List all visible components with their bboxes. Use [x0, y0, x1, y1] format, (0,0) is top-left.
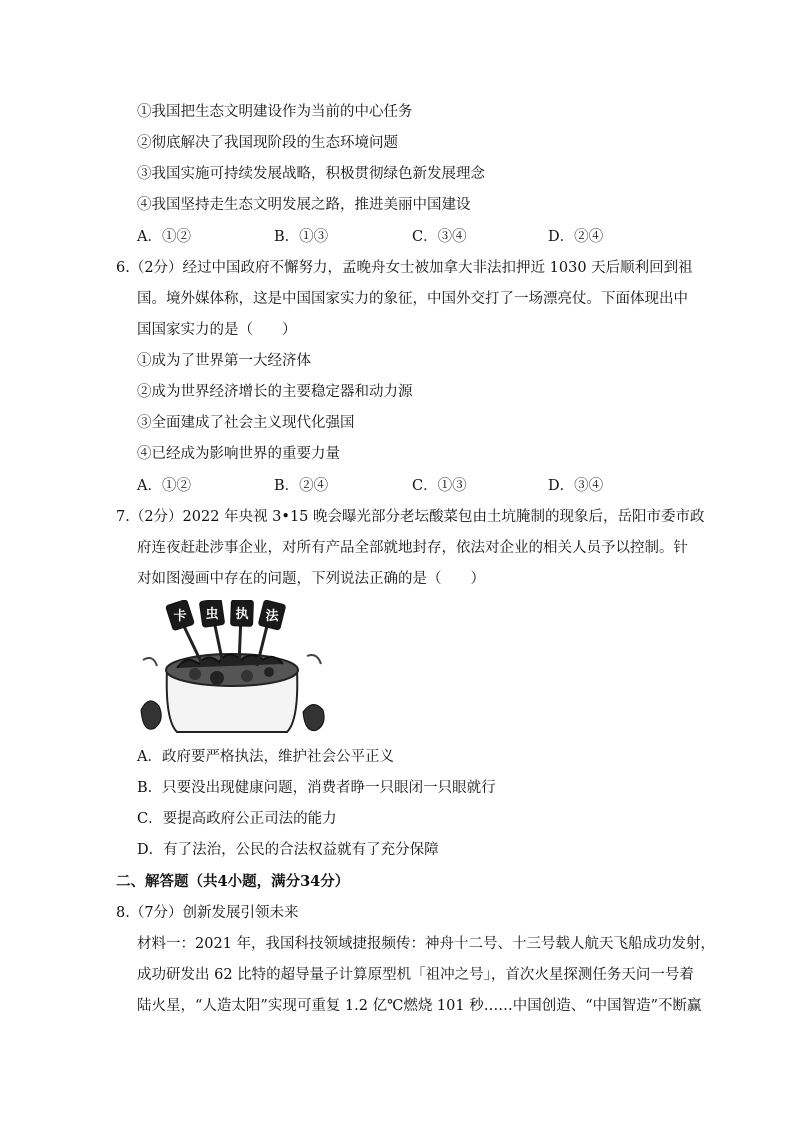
- q8-material-line-3: 陆火星，“人造太阳”实现可重复 1.2 亿℃燃烧 101 秒……中国创造、“中国智造”不断赢: [137, 998, 702, 1014]
- q5-item-4: ④我国坚持走生态文明发展之路，推进美丽中国建设: [137, 197, 471, 213]
- q7-option-b: B．只要没出现健康问题，消费者睁一只眼闭一只眼就行: [137, 780, 496, 796]
- q5-option-b: B．①③: [274, 229, 329, 245]
- q6-option-b: B．②④: [274, 478, 329, 494]
- q6-stem-line-3: 国国家实力的是（ ）: [137, 322, 297, 338]
- q5-item-3: ③我国实施可持续发展战略，积极贯彻绿色新发展理念: [137, 166, 485, 182]
- q6-option-d: D．③④: [548, 478, 604, 494]
- q7-stem-line-1: 7.（2分）2022 年央视 3•15 晚会曝光部分老坛酸菜包由土坑腌制的现象后，岳阳市委市政: [116, 509, 705, 525]
- q7-option-a: A．政府要严格执法，维护社会公平正义: [137, 749, 394, 765]
- cartoon-label-1: 卡: [173, 609, 187, 624]
- q7-stem-line-2: 府连夜赶赴涉事企业，对所有产品全部就地封存，依法对企业的相关人员予以控制。针: [137, 540, 688, 556]
- pickle-cartoon-image: [137, 600, 329, 738]
- q7-option-d: D．有了法治，公民的合法权益就有了充分保障: [137, 842, 439, 858]
- q5-option-a: A．①②: [137, 229, 191, 245]
- q6-item-4: ④已经成为影响世界的重要力量: [137, 446, 340, 462]
- q6-item-2: ②成为世界经济增长的主要稳定器和动力源: [137, 384, 413, 400]
- q5-option-d: D．②④: [548, 229, 604, 245]
- q6-item-3: ③全面建成了社会主义现代化强国: [137, 415, 355, 431]
- q5-item-1: ①我国把生态文明建设作为当前的中心任务: [137, 104, 413, 120]
- q8-material-line-2: 成功研发出 62 比特的超导量子计算原型机「祖冲之号」，首次火星探测任务天问一号着: [137, 967, 694, 983]
- q6-item-1: ①成为了世界第一大经济体: [137, 353, 311, 369]
- cartoon-label-2: 虫: [205, 607, 219, 622]
- q6-option-c: C．①③: [412, 478, 467, 494]
- q8-material-line-1: 材料一：2021 年，我国科技领域捷报频传：神舟十二号、十三号载人航天飞船成功发射，: [137, 936, 716, 952]
- q6-stem-line-1: 6.（2分）经过中国政府不懈努力，孟晚舟女士被加拿大非法扣押近 1030 天后顺利回到祖: [116, 260, 693, 276]
- section-heading: 二、解答题（共4小题，满分34分）: [116, 873, 350, 890]
- cartoon-label-4: 法: [265, 609, 279, 624]
- q5-item-2: ②彻底解决了我国现阶段的生态环境问题: [137, 135, 398, 151]
- q7-option-c: C．要提高政府公正司法的能力: [137, 811, 337, 827]
- cartoon-label-3: 执: [235, 607, 249, 622]
- q7-stem-line-3: 对如图漫画中存在的问题，下列说法正确的是（ ）: [137, 571, 485, 587]
- q6-option-a: A．①②: [137, 478, 191, 494]
- q8-title: 8.（7分）创新发展引领未来: [116, 905, 299, 921]
- q5-option-c: C．③④: [412, 229, 467, 245]
- q6-stem-line-2: 国。境外媒体称，这是中国国家实力的象征，中国外交打了一场漂亮仗。下面体现出中: [137, 291, 688, 307]
